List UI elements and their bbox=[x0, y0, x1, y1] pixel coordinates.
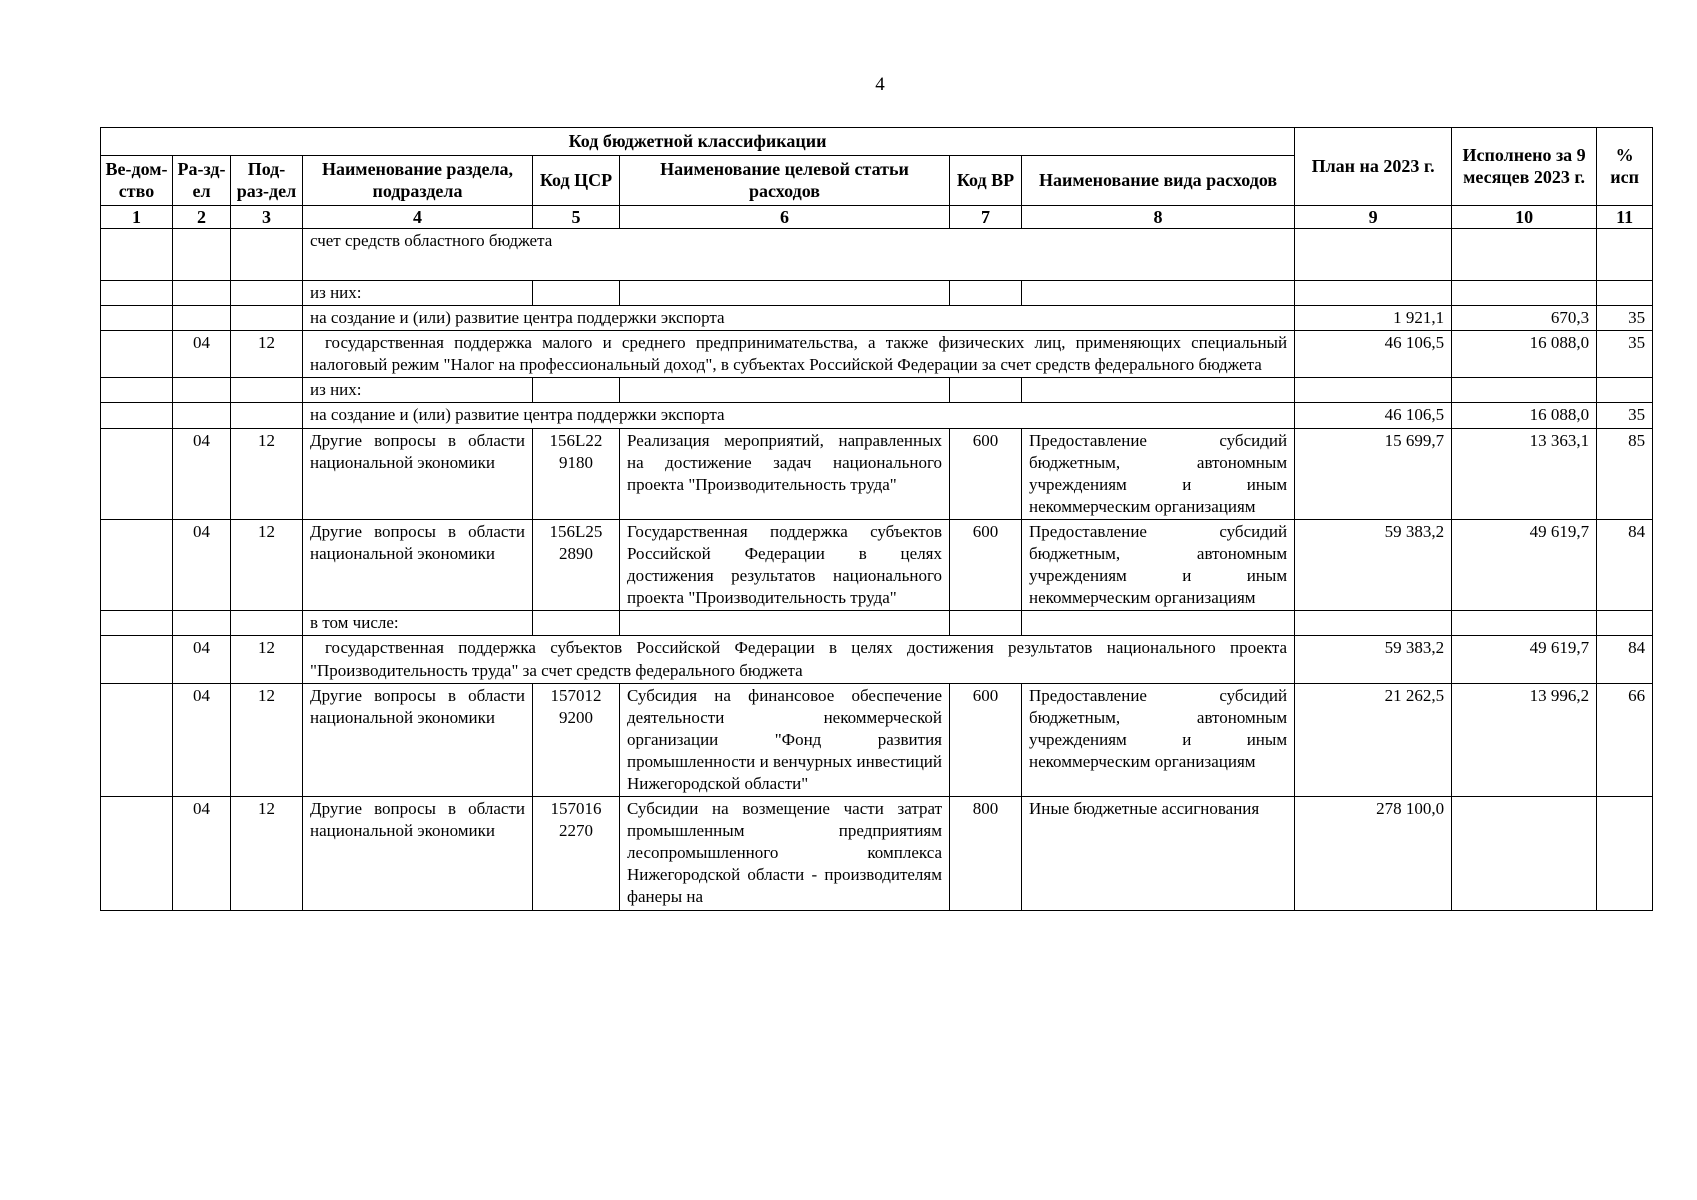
expense-kind: Предоставление субсидий бюджетным, автономным учреждениям и иным некоммерческим организациям bbox=[1022, 519, 1295, 610]
header-vr-code: Код ВР bbox=[950, 155, 1022, 205]
csr-code: 157016 2270 bbox=[533, 797, 620, 910]
col-number: 11 bbox=[1597, 205, 1653, 229]
razdel-code: 04 bbox=[173, 797, 231, 910]
table-row bbox=[101, 306, 1653, 331]
podrazdel-code: 12 bbox=[231, 797, 303, 910]
header-section-name: Наименование раздела, подраздела bbox=[303, 155, 533, 205]
page-number: 4 bbox=[875, 74, 885, 95]
vr-code: 800 bbox=[950, 797, 1022, 910]
executed-value: 49 619,7 bbox=[1452, 636, 1597, 683]
csr-code: 156L22 9180 bbox=[533, 428, 620, 519]
table-row bbox=[101, 403, 1653, 428]
col-number: 3 bbox=[231, 205, 303, 229]
expense-kind: Иные бюджетные ассигнования bbox=[1022, 797, 1295, 910]
table-row bbox=[101, 797, 1653, 910]
header-plan: План на 2023 г. bbox=[1295, 128, 1452, 206]
table-row bbox=[101, 229, 1653, 281]
vr-code: 600 bbox=[950, 683, 1022, 796]
csr-code: 157012 9200 bbox=[533, 683, 620, 796]
section-name: Другие вопросы в области национальной экономики bbox=[303, 519, 533, 610]
percent-value: 35 bbox=[1597, 306, 1653, 331]
executed-value: 13 996,2 bbox=[1452, 683, 1597, 796]
header-row-group bbox=[101, 128, 1653, 156]
plan-value: 46 106,5 bbox=[1295, 331, 1452, 378]
podrazdel-code: 12 bbox=[231, 636, 303, 683]
header-column-numbers bbox=[101, 205, 1653, 229]
header-expense-kind: Наименование вида расходов bbox=[1022, 155, 1295, 205]
executed-value bbox=[1452, 797, 1597, 910]
plan-value: 46 106,5 bbox=[1295, 403, 1452, 428]
table-row bbox=[101, 428, 1653, 519]
row-description: в том числе: bbox=[303, 611, 533, 636]
table-row bbox=[101, 378, 1653, 403]
target-name: Субсидии на возмещение части затрат промышленным предприятиям лесопромышленного комплекса Нижегородской области - производителям фанеры на bbox=[620, 797, 950, 910]
razdel-code: 04 bbox=[173, 331, 231, 378]
razdel-code: 04 bbox=[173, 636, 231, 683]
plan-value: 59 383,2 bbox=[1295, 636, 1452, 683]
plan-value: 1 921,1 bbox=[1295, 306, 1452, 331]
header-department: Ве-дом-ство bbox=[101, 155, 173, 205]
percent-value: 84 bbox=[1597, 519, 1653, 610]
row-description: счет средств областного бюджета bbox=[303, 229, 1295, 281]
csr-code: 156L25 2890 bbox=[533, 519, 620, 610]
table-row bbox=[101, 611, 1653, 636]
col-number: 2 bbox=[173, 205, 231, 229]
podrazdel-code: 12 bbox=[231, 683, 303, 796]
vr-code: 600 bbox=[950, 519, 1022, 610]
podrazdel-code: 12 bbox=[231, 331, 303, 378]
expense-kind: Предоставление субсидий бюджетным, автономным учреждениям и иным некоммерческим организациям bbox=[1022, 428, 1295, 519]
row-description: из них: bbox=[303, 281, 533, 306]
col-number: 4 bbox=[303, 205, 533, 229]
header-section: Ра-зд-ел bbox=[173, 155, 231, 205]
target-name: Субсидия на финансовое обеспечение деятельности некоммерческой организации "Фонд развития промышленности и венчурных инвестиций Нижегородской области" bbox=[620, 683, 950, 796]
budget-table bbox=[100, 127, 1653, 911]
header-csr-code: Код ЦСР bbox=[533, 155, 620, 205]
table-row bbox=[101, 331, 1653, 378]
col-number: 10 bbox=[1452, 205, 1597, 229]
header-budget-classification: Код бюджетной классификации bbox=[101, 128, 1295, 156]
col-number: 7 bbox=[950, 205, 1022, 229]
expense-kind: Предоставление субсидий бюджетным, автономным учреждениям и иным некоммерческим организациям bbox=[1022, 683, 1295, 796]
header-percent: % исп bbox=[1597, 128, 1653, 206]
vr-code: 600 bbox=[950, 428, 1022, 519]
executed-value: 16 088,0 bbox=[1452, 403, 1597, 428]
header-target-name: Наименование целевой статьи расходов bbox=[620, 155, 950, 205]
table-row bbox=[101, 281, 1653, 306]
row-description: на создание и (или) развитие центра поддержки экспорта bbox=[303, 403, 1295, 428]
header-executed: Исполнено за 9 месяцев 2023 г. bbox=[1452, 128, 1597, 206]
plan-value: 21 262,5 bbox=[1295, 683, 1452, 796]
percent-value: 66 bbox=[1597, 683, 1653, 796]
podrazdel-code: 12 bbox=[231, 519, 303, 610]
executed-value: 13 363,1 bbox=[1452, 428, 1597, 519]
target-name: Реализация мероприятий, направленных на достижение задач национального проекта "Производительность труда" bbox=[620, 428, 950, 519]
section-name: Другие вопросы в области национальной экономики bbox=[303, 797, 533, 910]
col-number: 6 bbox=[620, 205, 950, 229]
header-subsection: Под-раз-дел bbox=[231, 155, 303, 205]
percent-value: 85 bbox=[1597, 428, 1653, 519]
percent-value: 35 bbox=[1597, 403, 1653, 428]
table-row bbox=[101, 519, 1653, 610]
percent-value: 35 bbox=[1597, 331, 1653, 378]
razdel-code: 04 bbox=[173, 683, 231, 796]
executed-value: 670,3 bbox=[1452, 306, 1597, 331]
col-number: 1 bbox=[101, 205, 173, 229]
row-description: из них: bbox=[303, 378, 533, 403]
razdel-code: 04 bbox=[173, 519, 231, 610]
percent-value: 84 bbox=[1597, 636, 1653, 683]
section-name: Другие вопросы в области национальной экономики bbox=[303, 683, 533, 796]
razdel-code: 04 bbox=[173, 428, 231, 519]
row-description: государственная поддержка малого и среднего предпринимательства, а также физических лиц, применяющих специальный налоговый режим "Налог на профессиональный доход", в субъектах Российской Федерации за счет средств федерального бюджета bbox=[303, 331, 1295, 378]
target-name: Государственная поддержка субъектов Российской Федерации в целях достижения результатов национального проекта "Производительность труда" bbox=[620, 519, 950, 610]
col-number: 8 bbox=[1022, 205, 1295, 229]
col-number: 5 bbox=[533, 205, 620, 229]
plan-value: 59 383,2 bbox=[1295, 519, 1452, 610]
row-description: государственная поддержка субъектов Российской Федерации в целях достижения результатов национального проекта "Производительность труда" за счет средств федерального бюджета bbox=[303, 636, 1295, 683]
col-number: 9 bbox=[1295, 205, 1452, 229]
plan-value: 15 699,7 bbox=[1295, 428, 1452, 519]
section-name: Другие вопросы в области национальной экономики bbox=[303, 428, 533, 519]
row-description: на создание и (или) развитие центра поддержки экспорта bbox=[303, 306, 1295, 331]
executed-value: 16 088,0 bbox=[1452, 331, 1597, 378]
table-row bbox=[101, 636, 1653, 683]
table-row bbox=[101, 683, 1653, 796]
percent-value bbox=[1597, 797, 1653, 910]
executed-value: 49 619,7 bbox=[1452, 519, 1597, 610]
plan-value: 278 100,0 bbox=[1295, 797, 1452, 910]
podrazdel-code: 12 bbox=[231, 428, 303, 519]
